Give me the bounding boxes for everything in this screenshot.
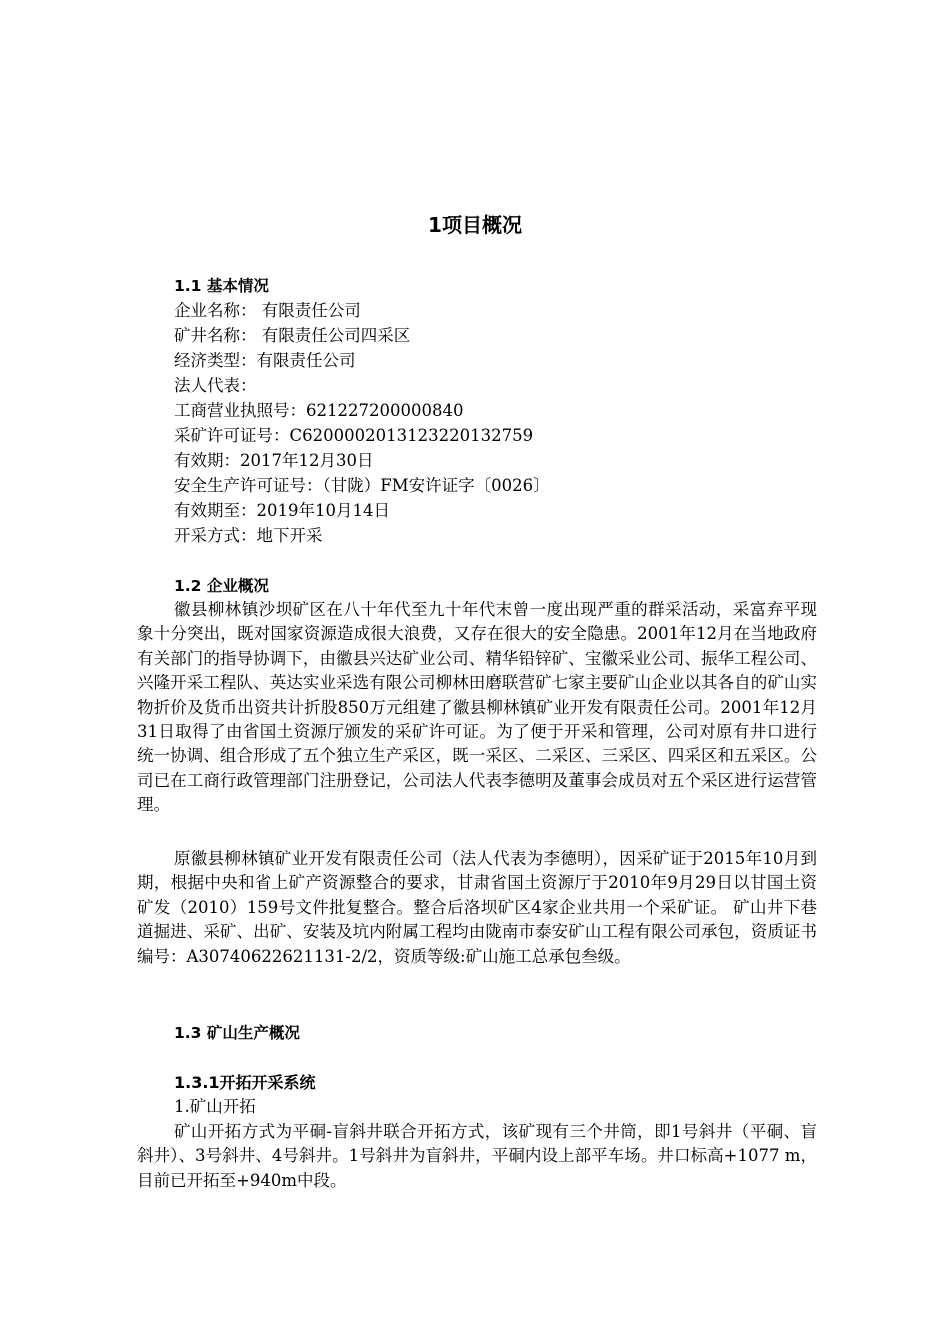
section-heading-1-3: 1.3 矿山生产概况 — [174, 1024, 300, 1042]
subheading-mine-development: 1.矿山开拓 — [174, 1097, 256, 1116]
development-paragraph: 矿山开拓方式为平硐-盲斜井联合开拓方式，该矿现有三个井筒，即1号斜井（平硐、盲斜井）、3号斜井、4号斜井。1号斜井为盲斜井，平硐内设上部平车场。井口标高+1077 m，目前已开拓至+940m中段。 — [137, 1122, 817, 1190]
enterprise-paragraph-2: 原徽县柳林镇矿业开发有限责任公司（法人代表为李德明），因采矿证于2015年10月到期，根据中央和省上矿产资源整合的要求，甘肃省国土资源厅于2010年9月29日以甘国土资矿发（2010）159号文件批复整合。整合后洛坝矿区4家企业共用一个采矿证。 矿山井下巷道掘进、采矿、出矿、安装及坑内附属工程均由陇南市泰安矿山工程有限公司承包，资质证书编号：A30740622621131-2/2，资质等级:矿山施工总承包叁级。 — [137, 849, 817, 966]
info-company-name: 企业名称： 有限责任公司 — [174, 301, 361, 320]
info-economic-type: 经济类型：有限责任公司 — [174, 351, 356, 370]
info-mining-method: 开采方式：地下开采 — [174, 526, 323, 545]
page-title: 1项目概况 — [428, 213, 522, 237]
section-heading-1-2: 1.2 企业概况 — [174, 577, 269, 595]
info-mining-license: 采矿许可证号：C6200002013123220132759 — [174, 426, 534, 445]
info-safety-license: 安全生产许可证号：（甘陇）FM安许证字〔0026〕 — [174, 476, 550, 495]
section-heading-1-1: 1.1 基本情况 — [174, 277, 269, 295]
section-heading-1-3-1: 1.3.1开拓开采系统 — [174, 1073, 316, 1092]
info-legal-rep: 法人代表： — [174, 376, 257, 395]
info-mine-name: 矿井名称： 有限责任公司四采区 — [174, 326, 411, 345]
info-valid-until: 有效期至：2019年10月14日 — [174, 501, 390, 520]
info-business-license: 工商营业执照号：621227200000840 — [174, 401, 464, 420]
enterprise-paragraph-1: 徽县柳林镇沙坝矿区在八十年代至九十年代末曾一度出现严重的群采活动，采富弃平现象十分突出，既对国家资源造成很大浪费，又存在很大的安全隐患。2001年12月在当地政府有关部门的指导协调下，由徽县兴达矿业公司、精华铅锌矿、宝徽采业公司、振华工程公司、兴隆开采工程队、英达实业采选有限公司柳林田磨联营矿七家主要矿山企业以其各自的矿山实物折价及货币出资共计折股850万元组建了徽县柳林镇矿业开发有限责任公司。2001年12月31日取得了由省国土资源厅颁发的采矿许可证。为了便于开采和管理，公司对原有井口进行统一协调、组合形成了五个独立生产采区，既一采区、二采区、三采区、四采区和五采区。公司已在工商行政管理部门注册登记，公司法人代表李德明及董事会成员对五个采区进行运营管理。 — [137, 600, 817, 815]
basic-info-list — [174, 298, 550, 548]
info-validity: 有效期：2017年12月30日 — [174, 451, 374, 470]
